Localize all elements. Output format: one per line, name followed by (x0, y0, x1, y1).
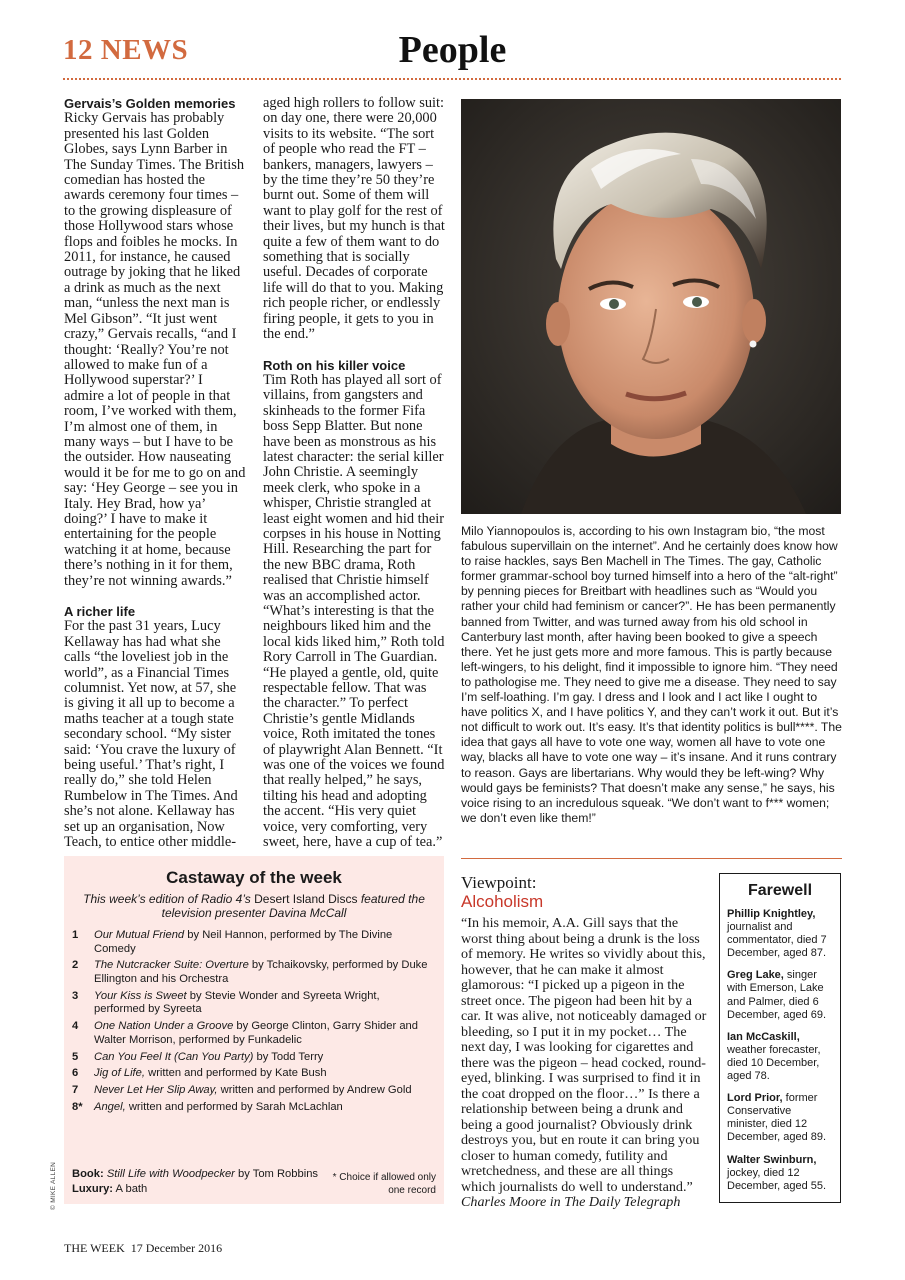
track-text (94, 1020, 432, 1047)
list-item (72, 1020, 432, 1047)
track-credit: by Neil Hannon, performed by The Divine Comedy (94, 929, 393, 955)
track-text (94, 1101, 432, 1115)
castaway-track-list (72, 929, 432, 1118)
obituary-desc: jockey, died 12 December, aged 55. (727, 1166, 827, 1192)
castaway-title: Castaway of the week (166, 868, 342, 887)
photo-caption: Milo Yiannopoulos is, according to his own Instagram bio, “the most fabulous supervillain on the internet”. And he certainly does know how to raise hackles, says Ben Machell in The Times. The gay, Catholic former grammar-school boy turned himself into a hero of the “alt-right” by penning pieces for Breitbart with headlines such as “Would you rather your child had feminism or cancer?”. He has been permanently banned from Twitter, and was turned away from his old school in Canterbury last month, after having been booked to give a speech there. Yet he just gets more and more famous. This is partly because left-wingers, to his delight, find it impossible to ignore him. “They need to pathologise me. They need to give me a disease. They need to say I’m self-loathing. I’m gay. I dress and I look and I act like I ought to have politics X, and I have politics Y, and they can’t work it out. But it’s not difficult to work out. It’s easy. It’s that identity politics is bull****. The idea that gays all have to vote one way, women all have to vote one way, blacks all have to vote one way – it’s insane. And it runs contrary to reason. Gays are libertarians. Why would they be left-wing? Why would gays be feminists? That doesn’t make any sense,” he says, his voice rising to an incredulous squeak. “We don’t want to f*** women; we don’t even like them!” (461, 524, 842, 825)
gervais-heading: Gervais’s Golden memories (64, 96, 236, 111)
gervais-body: Ricky Gervais has probably presented his last Golden Globes, says Lynn Barber in The Sunday Times. The British comedian has hosted the awards ceremony four times – to the growing displeasure of those Hollywood stars whose flops and foibles he mocks. In 2011, for instance, he caused outrage by joking that he liked a drink as much as the next man, “unless the next man is Mel Gibson”. “It just went crazy,” Gervais recalls, “and I thought: ‘Really? You’re not allowed to make fun of a Hollywood superstar?’ I admire a lot of people in that room, I’ve worked with them, I’m almost one of them, in many ways – but I have to be the outsider. How nauseating would it be for me to go on and say: ‘Hey George – see you in Italy. Hey Brad, how ya’ doing?’ I have to make it entertaining for the people watching it at home, because there’s nothing in it for them, they’re not winning awards.” (64, 110, 246, 589)
column-1 (64, 96, 246, 851)
track-text (94, 990, 432, 1017)
track-number: 3 (72, 989, 79, 1002)
book-author: by Tom Robbins (234, 1168, 319, 1180)
track-number: 4 (72, 1020, 79, 1033)
roth-body: Tim Roth has played all sort of villains, from gangsters and skinheads to the former Fifa boss Sepp Blatter. But none have been as monstrous as his latest character: the serial killer John Christie. A seemingly meek clerk, who spoke in a whisper, Christie strangled at least eight women and hid their corpses in his house in Notting Hill. Researching the part for the new BBC drama, Roth realised that Christie himself was an accomplished actor. “What’s interesting is that the neighbours liked him and the local kids liked him,” Roth told Rory Carroll in The Guardian. “He played a gentle, old, quite respectable fellow. That was the character.” To perfect Christie’s gentle Midlands voice, Roth imitated the tones of playwright Alan Bennett. “It was one of the voices we found that really helped,” he says, tilting his head and adopting the accent. “His very quiet voice, very comforting, very sweet, here, have a cup of tea.” (263, 371, 445, 851)
obituary-name: Walter Swinburn, (727, 1153, 817, 1166)
castaway-intro (78, 892, 430, 920)
track-title: Your Kiss is Sweet (94, 989, 187, 1002)
castaway-box (64, 856, 444, 1204)
track-credit: by Tchaikovsky, performed by Duke Ellington and his Orchestra (94, 959, 428, 985)
track-credit: by George Clinton, Garry Shider and Walter Morrison, performed by Funkadelic (94, 1020, 418, 1046)
luxury-label: Luxury: (72, 1183, 114, 1195)
caption-divider (461, 858, 842, 859)
richer-heading: A richer life (64, 604, 136, 619)
track-title: Jig of Life, (94, 1067, 145, 1080)
viewpoint-body: “In his memoir, A.A. Gill says that the worst thing about being a drunk is the loss of memory. He writes so vividly about this, however, that he can make it almost glamorous: “I picked up a pigeon in the street once. The pigeon had been hit by a car. It was alive, not noticeably damaged or bleeding, so I put it in my pocket… The next day, I was looking for cigarettes and there was the pigeon – head cocked, round-eyed, blinking. I was surprised to find it in the coat dropped on the floor…” Is there a relationship between being a drunk and being a good journalist? Obviously drink destroys you, but en route it can bring you closer to human comedy, futility and wretchedness, and these are all things which journalists do well to understand.” (461, 915, 707, 1195)
track-title: The Nutcracker Suite: Overture (94, 959, 249, 972)
track-text (94, 1051, 432, 1065)
track-text (94, 1084, 432, 1098)
castaway-intro-part: This week’s edition of Radio 4’s (83, 892, 255, 906)
obituary-name: Ian McCaskill, (727, 1030, 800, 1043)
farewell-title: Farewell (747, 882, 813, 899)
page-title: People (398, 29, 507, 71)
track-credit: by Todd Terry (253, 1050, 324, 1063)
book-title: Still Life with Woodpecker (106, 1168, 235, 1180)
obituary-desc: weather forecaster, died 10 December, aged 78. (727, 1043, 821, 1083)
list-item (727, 1154, 834, 1193)
list-item (72, 1101, 432, 1115)
list-item (72, 1084, 432, 1098)
list-item (727, 1031, 834, 1083)
castaway-book-luxury (72, 1167, 318, 1197)
section-number: 12 (63, 34, 93, 66)
richer-body-continued: aged high rollers to follow suit: on day one, there were 20,000 visits to its website. “The sort of people who read the FT – bankers, managers, lawyers – by the time they’re 50 they’re burnt out. Some of them will want to play golf for the rest of their lives, but my hunch is that quite a few of them want to do something that is socially useful. Decades of corporate life will do that to you. Making rich people richer, or endlessly firing people, it gets to you in the end.” (263, 95, 445, 343)
obituary-desc: former Conservative minister, died 12 December, aged 89. (727, 1092, 827, 1144)
list-item (72, 990, 432, 1017)
viewpoint-section (461, 873, 709, 1211)
obituary-name: Greg Lake, (727, 969, 784, 982)
castaway-luxury (72, 1182, 318, 1197)
obituary-desc: journalist and commentator, died 7 December, aged 87. (727, 921, 827, 960)
section-name: NEWS (100, 34, 189, 66)
list-item (727, 1092, 834, 1144)
track-title: Angel, (94, 1100, 126, 1113)
page-footer: THE WEEK 17 December 2016 (64, 1241, 223, 1255)
roth-heading: Roth on his killer voice (263, 357, 406, 373)
castaway-intro-part: featured the television presenter Davina McCall (161, 892, 425, 920)
obituary-name: Lord Prior, (727, 1092, 783, 1105)
book-label: Book: (72, 1168, 104, 1180)
list-item (727, 969, 834, 1021)
track-number: 7 (72, 1084, 79, 1097)
column-2 (263, 96, 445, 851)
track-number: 1 (72, 929, 79, 941)
track-credit: written and performed by Andrew Gold (217, 1084, 412, 1097)
photo-credit: © MIKE ALLEN (50, 1161, 57, 1210)
track-credit: written and performed by Sarah McLachlan (125, 1100, 343, 1113)
track-number: 6 (72, 1067, 79, 1080)
track-credit: by Stevie Wonder and Syreeta Wright, performed by Syreeta (94, 989, 380, 1016)
track-text (94, 959, 432, 986)
obituary-desc: singer with Emerson, Lake and Palmer, died 6 December, aged 69. (727, 969, 827, 1021)
header-divider (63, 78, 841, 80)
viewpoint-credit: Charles Moore in The Daily Telegraph (461, 1194, 681, 1210)
list-item (72, 959, 432, 986)
track-text (94, 929, 432, 956)
list-item (72, 1067, 432, 1081)
richer-body: For the past 31 years, Lucy Kellaway has had what she calls “the loveliest job in the world”, as a Financial Times columnist. Yet now, at 57, she is giving it all up to become a maths teacher at a tough state secondary school. “My sister said: ‘You crave the luxury of being useful.’ That’s right, I really do,” she told Helen Rumbelow in The Times. And she’s not alone. Kellaway has set up an organisation, Now Teach, to entice other middle- (64, 618, 238, 851)
track-title: One Nation Under a Groove (94, 1020, 234, 1033)
track-text (94, 1067, 432, 1081)
viewpoint-label: Viewpoint: (461, 873, 537, 892)
castaway-book (72, 1167, 318, 1182)
portrait-illustration (461, 99, 841, 514)
castaway-show-name: Desert Island Discs (254, 892, 358, 906)
list-item (72, 929, 432, 956)
portrait-photo (461, 99, 841, 514)
track-credit: written and performed by Kate Bush (145, 1067, 327, 1080)
track-title: Never Let Her Slip Away, (94, 1084, 218, 1097)
obituary-name: Phillip Knightley, (727, 908, 816, 920)
track-number: 5 (72, 1050, 79, 1063)
track-number: 2 (72, 959, 79, 972)
farewell-box (719, 873, 841, 1203)
track-number: 8* (72, 1100, 83, 1113)
track-title: Can You Feel It (Can You Party) (94, 1050, 254, 1063)
list-item (72, 1051, 432, 1065)
luxury-value: A bath (113, 1183, 148, 1195)
choice-footnote: * Choice if allowed only one record (332, 1172, 436, 1196)
viewpoint-topic: Alcoholism (461, 892, 544, 911)
list-item (727, 908, 834, 960)
track-title: Our Mutual Friend (94, 929, 185, 941)
